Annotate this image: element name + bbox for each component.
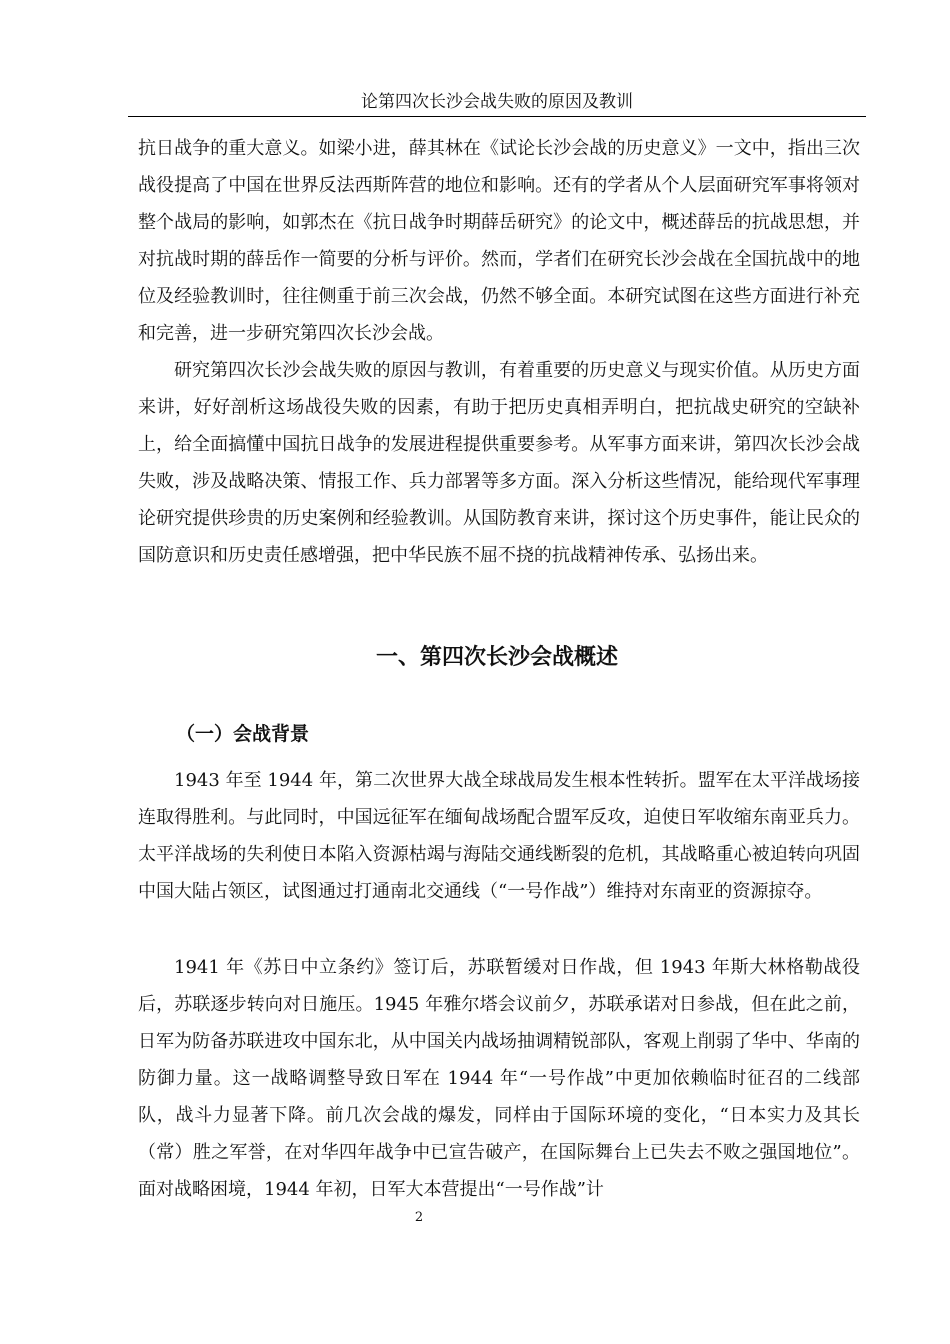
header-title: 论第四次长沙会战失败的原因及教训 [361,92,633,112]
body-paragraph-4: 1941 年《苏日中立条约》签订后，苏联暂缓对日作战，但 1943 年斯大林格勒战役后，苏联逐步转向对日施压。1945 年雅尔塔会议前夕，苏联承诺对日参战，但在此之前，日军为防备苏联进攻中国东北，从中国关内战场抽调精锐部队，客观上削弱了华中、华南的防御力量。这一战略调整导致日军在 1944 年“一号作战”中更加依赖临时征召的二线部队，战斗力显著下降。前几次会战的爆发，同样由于国际环境的变化，“日本实力及其长（常）胜之军誉，在对华四年战争中已宣告破产，在国际舞台上已失去不败之强国地位”。面对战略困境，1944 年初，日军大本营提出“一号作战”计 [138,957,860,1200]
body-paragraph-1: 抗日战争的重大意义。如梁小进，薛其林在《试论长沙会战的历史意义》一文中，指出三次战役提高了中国在世界反法西斯阵营的地位和影响。还有的学者从个人层面研究军事将领对整个战局的影响，如郭杰在《抗日战争时期薛岳研究》的论文中，概述薛岳的抗战思想，并对抗战时期的薛岳作一简要的分析与评价。然而，学者们在研究长沙会战在全国抗战中的地位及经验教训时，往往侧重于前三次会战，仍然不够全面。本研究试图在这些方面进行补充和完善，进一步研究第四次长沙会战。 [138,138,860,344]
subsection-heading: （一）会战背景 [176,723,310,745]
body-paragraph-2: 研究第四次长沙会战失败的原因与教训，有着重要的历史意义与现实价值。从历史方面来讲，好好剖析这场战役失败的因素，有助于把历史真相弄明白，把抗战史研究的空缺补上，给全面搞懂中国抗日战争的发展进程提供重要参考。从军事方面来讲，第四次长沙会战失败，涉及战略决策、情报工作、兵力部署等多方面。深入分析这些情况，能给现代军事理论研究提供珍贵的历史案例和经验教训。从国防教育来讲，探讨这个历史事件，能让民众的国防意识和历史责任感增强，把中华民族不屈不挠的抗战精神传承、弘扬出来。 [138,360,860,566]
page-header [128,88,866,117]
section-heading: 一、第四次长沙会战概述 [375,645,618,670]
page-number: 2 [414,1210,424,1225]
body-paragraph-3: 1943 年至 1944 年，第二次世界大战全球战局发生根本性转折。盟军在太平洋战场接连取得胜利。与此同时，中国远征军在缅甸战场配合盟军反攻，迫使日军收缩东南亚兵力。太平洋战场的失利使日本陷入资源枯竭与海陆交通线断裂的危机，其战略重心被迫转向巩固中国大陆占领区，试图通过打通南北交通线（“一号作战”）维持对东南亚的资源掠夺。 [138,770,860,902]
